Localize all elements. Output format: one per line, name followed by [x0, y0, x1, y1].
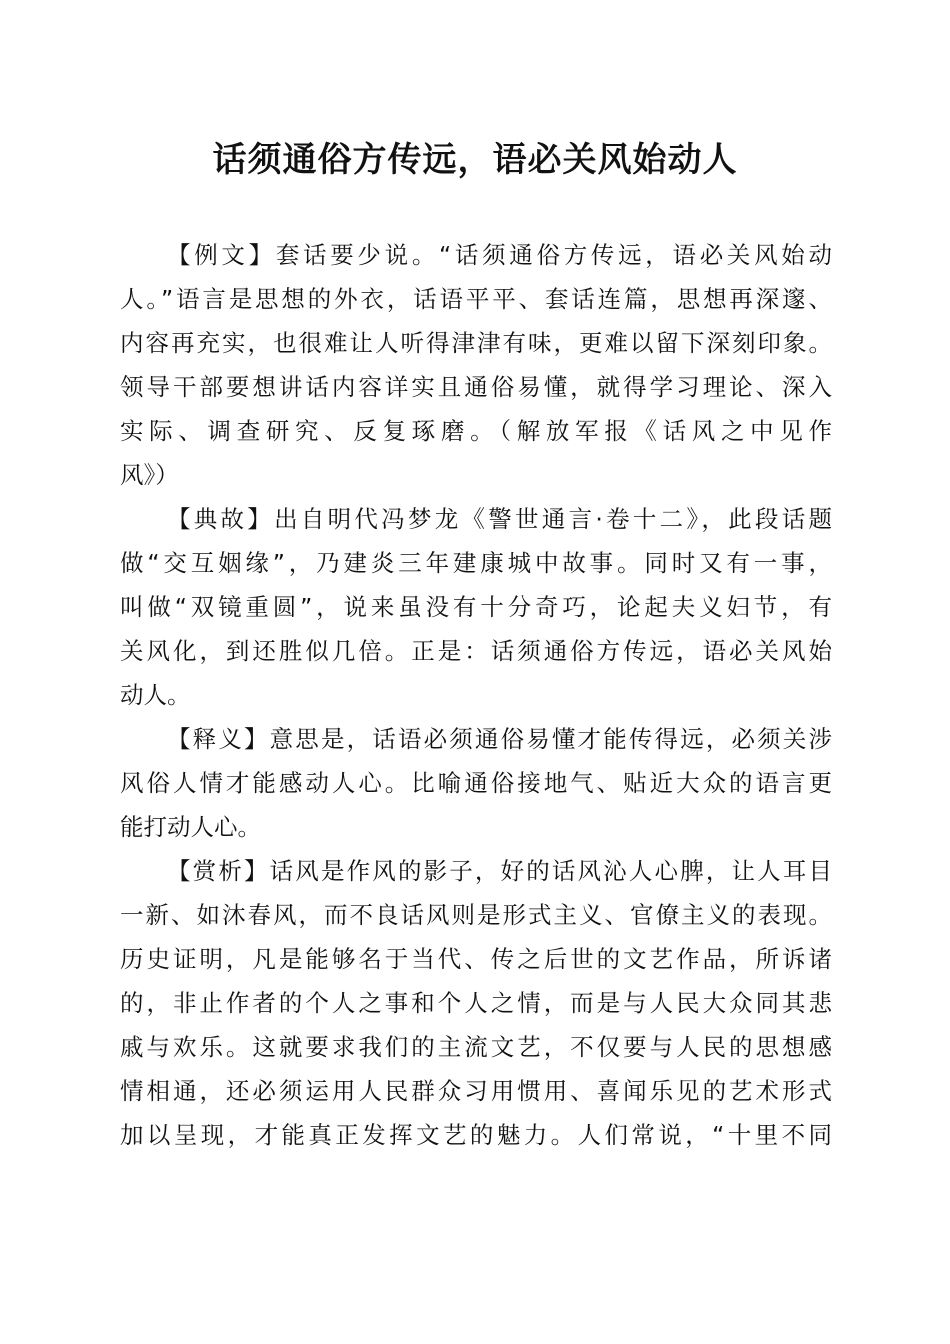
paragraph-line: 实际、调查研究、反复琢磨。（解放军报《话风之中见作 — [120, 417, 832, 445]
paragraph-line: 戚与欢乐。这就要求我们的主流文艺，不仅要与人民的思想感 — [120, 1033, 832, 1061]
paragraph-label: 【释义】 — [167, 725, 270, 753]
paragraph-line: 能打动人心。 — [120, 813, 261, 841]
paragraph-line: 内容再充实，也很难让人听得津津有味，更难以留下深刻印象。 — [120, 329, 832, 357]
paragraph-line: 叫做“双镜重圆”，说来虽没有十分奇巧，论起夫义妇节，有 — [120, 593, 832, 621]
paragraph-text: 出自明代冯梦龙《警世通言·卷十二》，此段话题 — [274, 505, 832, 533]
paragraph-line: 关风化，到还胜似几倍。正是：话须通俗方传远，语必关风始 — [120, 637, 832, 665]
paragraph-meaning — [120, 717, 832, 849]
paragraph-line — [120, 233, 832, 277]
paragraph-label: 【赏析】 — [167, 857, 270, 885]
paragraph-example — [120, 233, 832, 497]
paragraph-text: 意思是，话语必须通俗易懂才能传得远，必须关涉 — [269, 725, 832, 753]
paragraph-line: 人。”语言是思想的外衣，话语平平、套话连篇，思想再深邃、 — [120, 285, 832, 313]
document-body — [120, 233, 832, 1157]
paragraph-text: 套话要少说。“话须通俗方传远，语必关风始动 — [275, 241, 832, 269]
paragraph-line: 风》） — [120, 461, 179, 489]
paragraph-line: 一新、如沐春风，而不良话风则是形式主义、官僚主义的表现。 — [120, 901, 832, 929]
paragraph-label: 【例文】 — [167, 241, 276, 269]
paragraph-label: 【典故】 — [167, 505, 275, 533]
paragraph-line: 动人。 — [120, 681, 191, 709]
paragraph-line: 情相通，还必须运用人民群众习用惯用、喜闻乐见的艺术形式 — [120, 1077, 832, 1105]
paragraph-allusion — [120, 497, 832, 717]
paragraph-line: 风俗人情才能感动人心。比喻通俗接地气、贴近大众的语言更 — [120, 769, 832, 797]
paragraph-line — [120, 849, 832, 893]
paragraph-line: 领导干部要想讲话内容详实且通俗易懂，就得学习理论、深入 — [120, 373, 832, 401]
page-title: 话须通俗方传远，语必关风始动人 — [212, 140, 738, 180]
paragraph-text: 话风是作风的影子，好的话风沁人心脾，让人耳目 — [269, 857, 832, 885]
paragraph-line: 加以呈现，才能真正发挥文艺的魅力。人们常说，“十里不同 — [120, 1121, 832, 1149]
paragraph-line — [120, 497, 832, 541]
paragraph-line — [120, 717, 832, 761]
paragraph-line: 做“交互姻缘”，乃建炎三年建康城中故事。同时又有一事， — [120, 549, 832, 577]
paragraph-line: 的，非止作者的个人之事和个人之情，而是与人民大众同其悲 — [120, 989, 832, 1017]
paragraph-appreciation — [120, 849, 832, 1157]
paragraph-line: 历史证明，凡是能够名于当代、传之后世的文艺作品，所诉诸 — [120, 945, 832, 973]
